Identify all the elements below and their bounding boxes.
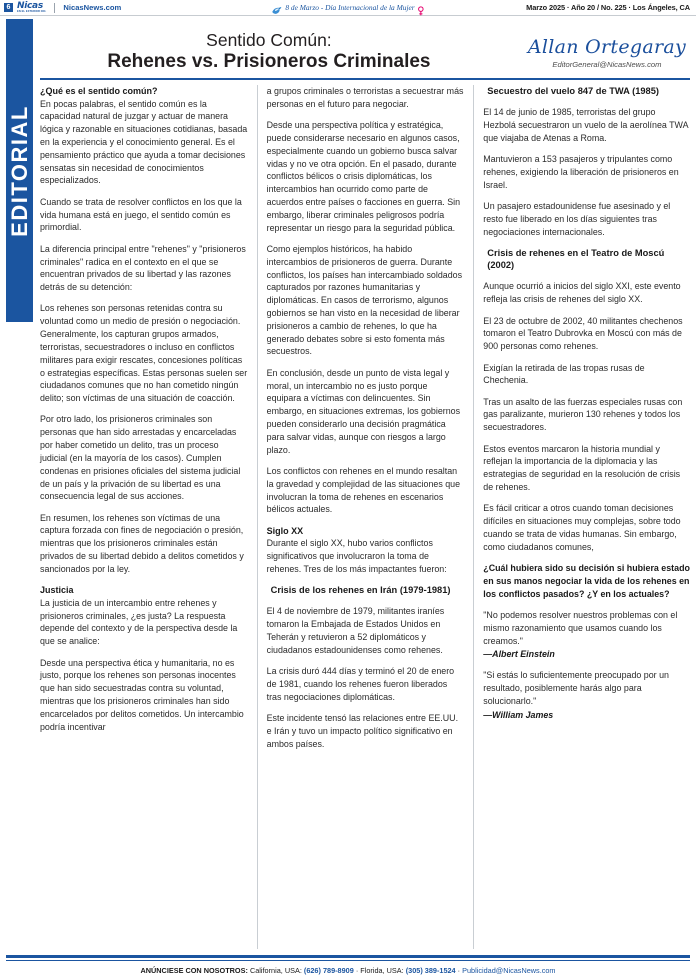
article-paragraph: Aunque ocurrió a inicios del siglo XXI, este evento refleja las crisis de rehenes del siglo XX. <box>483 281 681 305</box>
article-masthead <box>40 16 690 78</box>
article-paragraph: Tras un asalto de las fuerzas especiales rusas con gas paralizante, murieron 130 rehenes y todos los secuestradores. <box>483 396 683 433</box>
quote-attribution: —Albert Einstein <box>483 649 555 660</box>
article-paragraph: Por otro lado, los prisioneros criminales son personas que han sido arrestadas y encarceladas por haber cometido un delito, tras un proceso judicial (en la mayoría de los casos). Cumplen condenas en prisiones oficiales del sistema judicial de un país y la privación de su libertad es una consecuencia legal de sus acciones. <box>40 414 241 502</box>
pull-quote: "Si estás lo suficientemente preocupado por un resultado, posiblemente harás algo para solucionarlo." <box>483 670 669 707</box>
quote-attribution: —William James <box>483 709 554 720</box>
article-paragraph: La justicia de un intercambio entre rehenes y prisioneros criminales, ¿es justa? La respuesta depende del contexto y de la perspectiva desde la que se analice: <box>40 597 238 647</box>
venus-symbol-icon <box>418 3 425 13</box>
article-paragraph: Estos eventos marcaron la historia mundial y reflejan la importancia de la diplomacia y las estrategias de seguridad en la resolución de crisis de rehenes. <box>483 443 681 493</box>
article-paragraph: El 4 de noviembre de 1979, militantes iraníes tomaron la Embajada de Estados Unidos en Teherán y retuvieron a 52 diplomáticos y ciudadanos estadounidenses como rehenes. <box>266 606 445 655</box>
nicas-logo[interactable] <box>17 2 46 14</box>
article-paragraph: Es fácil criticar a otros cuando toman decisiones difíciles en situaciones muy complejas, sobre todo cuando se trata de vidas humanas. Sin embargo, como ciudadanos comunes, <box>483 503 681 552</box>
footer-phone-1[interactable]: (626) 789-8909 <box>303 965 354 975</box>
byline-block <box>528 24 690 69</box>
article-columns <box>40 85 690 949</box>
footer-separator-1: · <box>355 965 359 975</box>
page-number: 6 <box>4 3 13 12</box>
author-email[interactable]: EditorGeneral@NicasNews.com <box>552 60 662 69</box>
article-column-3 <box>473 85 690 949</box>
article-paragraph: En conclusión, desde un punto de vista legal y moral, un intercambio no es justo porque equipara a víctimas con delincuentes. Sin embargo, en situaciones extremas, los gobiernos pueden considerarlo una decisión pragmática para salvar vidas, aunque con riesgos a largo plazo. <box>266 367 461 455</box>
brand-divider <box>54 3 55 13</box>
advertise-label: ANÚNCIESE CON NOSOTROS: <box>140 965 248 975</box>
article-paragraph: La diferencia principal entre "rehenes" y "prisioneros criminales" radica en el contexto en el que se encuentran privados de su libertad y las razones detrás de su detención: <box>40 243 246 293</box>
womens-day-banner <box>271 3 424 13</box>
article-paragraph: Durante el siglo XX, hubo varios conflictos significativos que involucraron la toma de rehenes. Tres de los más impactantes fueron: <box>266 538 447 574</box>
footer-phone-2[interactable]: (305) 389-1524 <box>405 965 456 975</box>
section-heading: ¿Qué es el sentido común? <box>40 86 158 96</box>
advertise-notice <box>0 961 696 975</box>
article-paragraph: Exigían la retirada de las tropas rusas de Chechenia. <box>483 362 645 386</box>
dove-icon <box>271 3 282 13</box>
article-paragraph: La crisis duró 444 días y terminó el 20 de enero de 1981, cuando los rehenes fueron liberados tras negociaciones diplomáticas. <box>266 666 455 702</box>
logo-wordmark: Nicas <box>17 0 43 11</box>
article-paragraph: Mantuvieron a 153 pasajeros y tripulantes como rehenes, exigiendo la liberación de prisioneros en Israel. <box>483 153 679 190</box>
article-paragraph: El 23 de octubre de 2002, 40 militantes chechenos tomaron el Teatro Dubrovka en Moscú con más de 900 personas como rehenes. <box>483 315 683 352</box>
article-paragraph: Un pasajero estadounidense fue asesinado y el resto fue liberado en los días siguientes tras negociaciones internacionales. <box>483 200 671 237</box>
article-paragraph: Desde una perspectiva ética y humanitaria, no es justo, porque los rehenes son personas inocentes que han sido secuestradas contra su voluntad, mientras que los prisioneros criminales han sido encarcelados por delitos cometidos. Un intercambio podría incentivar <box>40 657 244 732</box>
footer-region-1: California, USA: <box>249 965 302 975</box>
article-paragraph: a grupos criminales o terroristas a secuestrar más personas en el futuro para negociar. <box>266 86 464 109</box>
footer-email-link[interactable]: Publicidad@NicasNews.com <box>462 965 556 975</box>
issue-info: Marzo 2025 · Año 20 / No. 225 · Los Ángeles, CA <box>526 3 690 12</box>
page-footer <box>0 955 696 979</box>
headline-kicker: Sentido Común: <box>206 30 332 50</box>
article-column-1 <box>40 85 257 949</box>
masthead-divider <box>40 78 690 80</box>
event-heading: Secuestro del vuelo 847 de TWA (1985) <box>487 86 659 96</box>
section-heading: Justicia <box>40 585 74 596</box>
editorial-section-tab <box>6 19 33 322</box>
top-bar <box>0 0 696 15</box>
footer-region-2: Florida, USA: <box>360 965 404 975</box>
article-paragraph: En resumen, los rehenes son víctimas de una captura forzada con fines de negociación o presión, mientras que los prisioneros criminales están privados de su libertad debido a delitos cometidos y sancionados por la ley. <box>40 512 244 574</box>
callout-question: ¿Cuál hubiera sido su decisión si hubiera estado en sus manos negociar la vida de los rehenes en los conflictos pasados? ¿Y en los actuales? <box>483 563 690 599</box>
article-paragraph: Desde una perspectiva política y estratégica, puede considerarse necesario en algunos casos, especialmente cuando un gobierno busca salvar vidas y no ve otra opción. En el pasado, durante conflictos bélicos o crisis diplomáticas, los intercambios han ocurrido como parte de acuerdos entre países o facciones en guerra. Sin embargo, liberar criminales peligrosos podría representar un riesgo para la seguridad pública. <box>266 120 461 233</box>
article-paragraph: Como ejemplos históricos, ha habido intercambios de prisioneros de guerra. Durante conflictos, los países han intercambiado soldados capturados por razones humanitarias y diplomáticas. En casos de terrorismo, algunos gobiernos se han visto en la necesidad de liberar prisioneros a cambio de rehenes, lo que ha generado debates sobre si esto fomenta más secuestros. <box>266 243 463 357</box>
article-paragraph: Los rehenes son personas retenidas contra su voluntad como un medio de presión o negociación. Generalmente, los capturan grupos armados, terroristas, secuestradores o incluso en conflictos militares para exigir rescates, concesiones políticas o estrategias específicas. Estas personas suelen ser ciudadanos comunes que no han cometido ningún delito; son víctimas de una situación de coacción. <box>40 303 248 404</box>
article-paragraph: Los conflictos con rehenes en el mundo resaltan la gravedad y complejidad de las situaciones que involucran la toma de rehenes en escenarios bélicos actuales. <box>266 465 461 515</box>
logo-tagline: EN EL EXTERIOR INC. <box>17 9 47 14</box>
page-title: Rehenes vs. Prisioneros Criminales <box>107 51 431 73</box>
event-heading: Crisis de los rehenes en Irán (1979-1981) <box>270 585 451 596</box>
article-paragraph: Cuando se trata de resolver conflictos en los que la vida humana está en juego, el sentido común es primordial. <box>40 196 242 233</box>
headline-block <box>40 24 528 74</box>
pull-quote: "No podemos resolver nuestros problemas con el mismo razonamiento que usamos cuando los creamos." <box>483 610 678 646</box>
article-paragraph: En pocas palabras, el sentido común es la capacidad natural de juzgar y actuar de manera lógica y razonable en situaciones cotidianas, basada en la experiencia y el conocimiento general. Es el pensamiento práctico que ayuda a tomar decisiones sensatas sin necesidad de conocimientos especializados. <box>40 98 248 186</box>
footer-rule-thick <box>6 955 690 958</box>
womens-day-text: 8 de Marzo - Día Internacional de la Mujer <box>285 3 415 12</box>
masthead-brand <box>4 2 121 14</box>
author-name: Allan Ortegaray <box>527 36 686 58</box>
event-heading: Crisis de rehenes en el Teatro de Moscú (2002) <box>487 247 665 271</box>
article-paragraph: Este incidente tensó las relaciones entre EE.UU. e Irán y tuvo un impacto político significativo en ambos países. <box>266 712 459 749</box>
section-heading: Siglo XX <box>266 525 304 536</box>
editorial-section-label: EDITORIAL <box>6 104 32 237</box>
footer-separator-2: · <box>457 965 461 975</box>
article-paragraph: El 14 de junio de 1985, terroristas del grupo Hezbolá secuestraron un vuelo de la aerolínea TWA que viajaba de Atenas a Roma. <box>483 107 689 143</box>
article-column-2 <box>257 85 474 949</box>
site-url-link[interactable]: NicasNews.com <box>63 3 122 12</box>
